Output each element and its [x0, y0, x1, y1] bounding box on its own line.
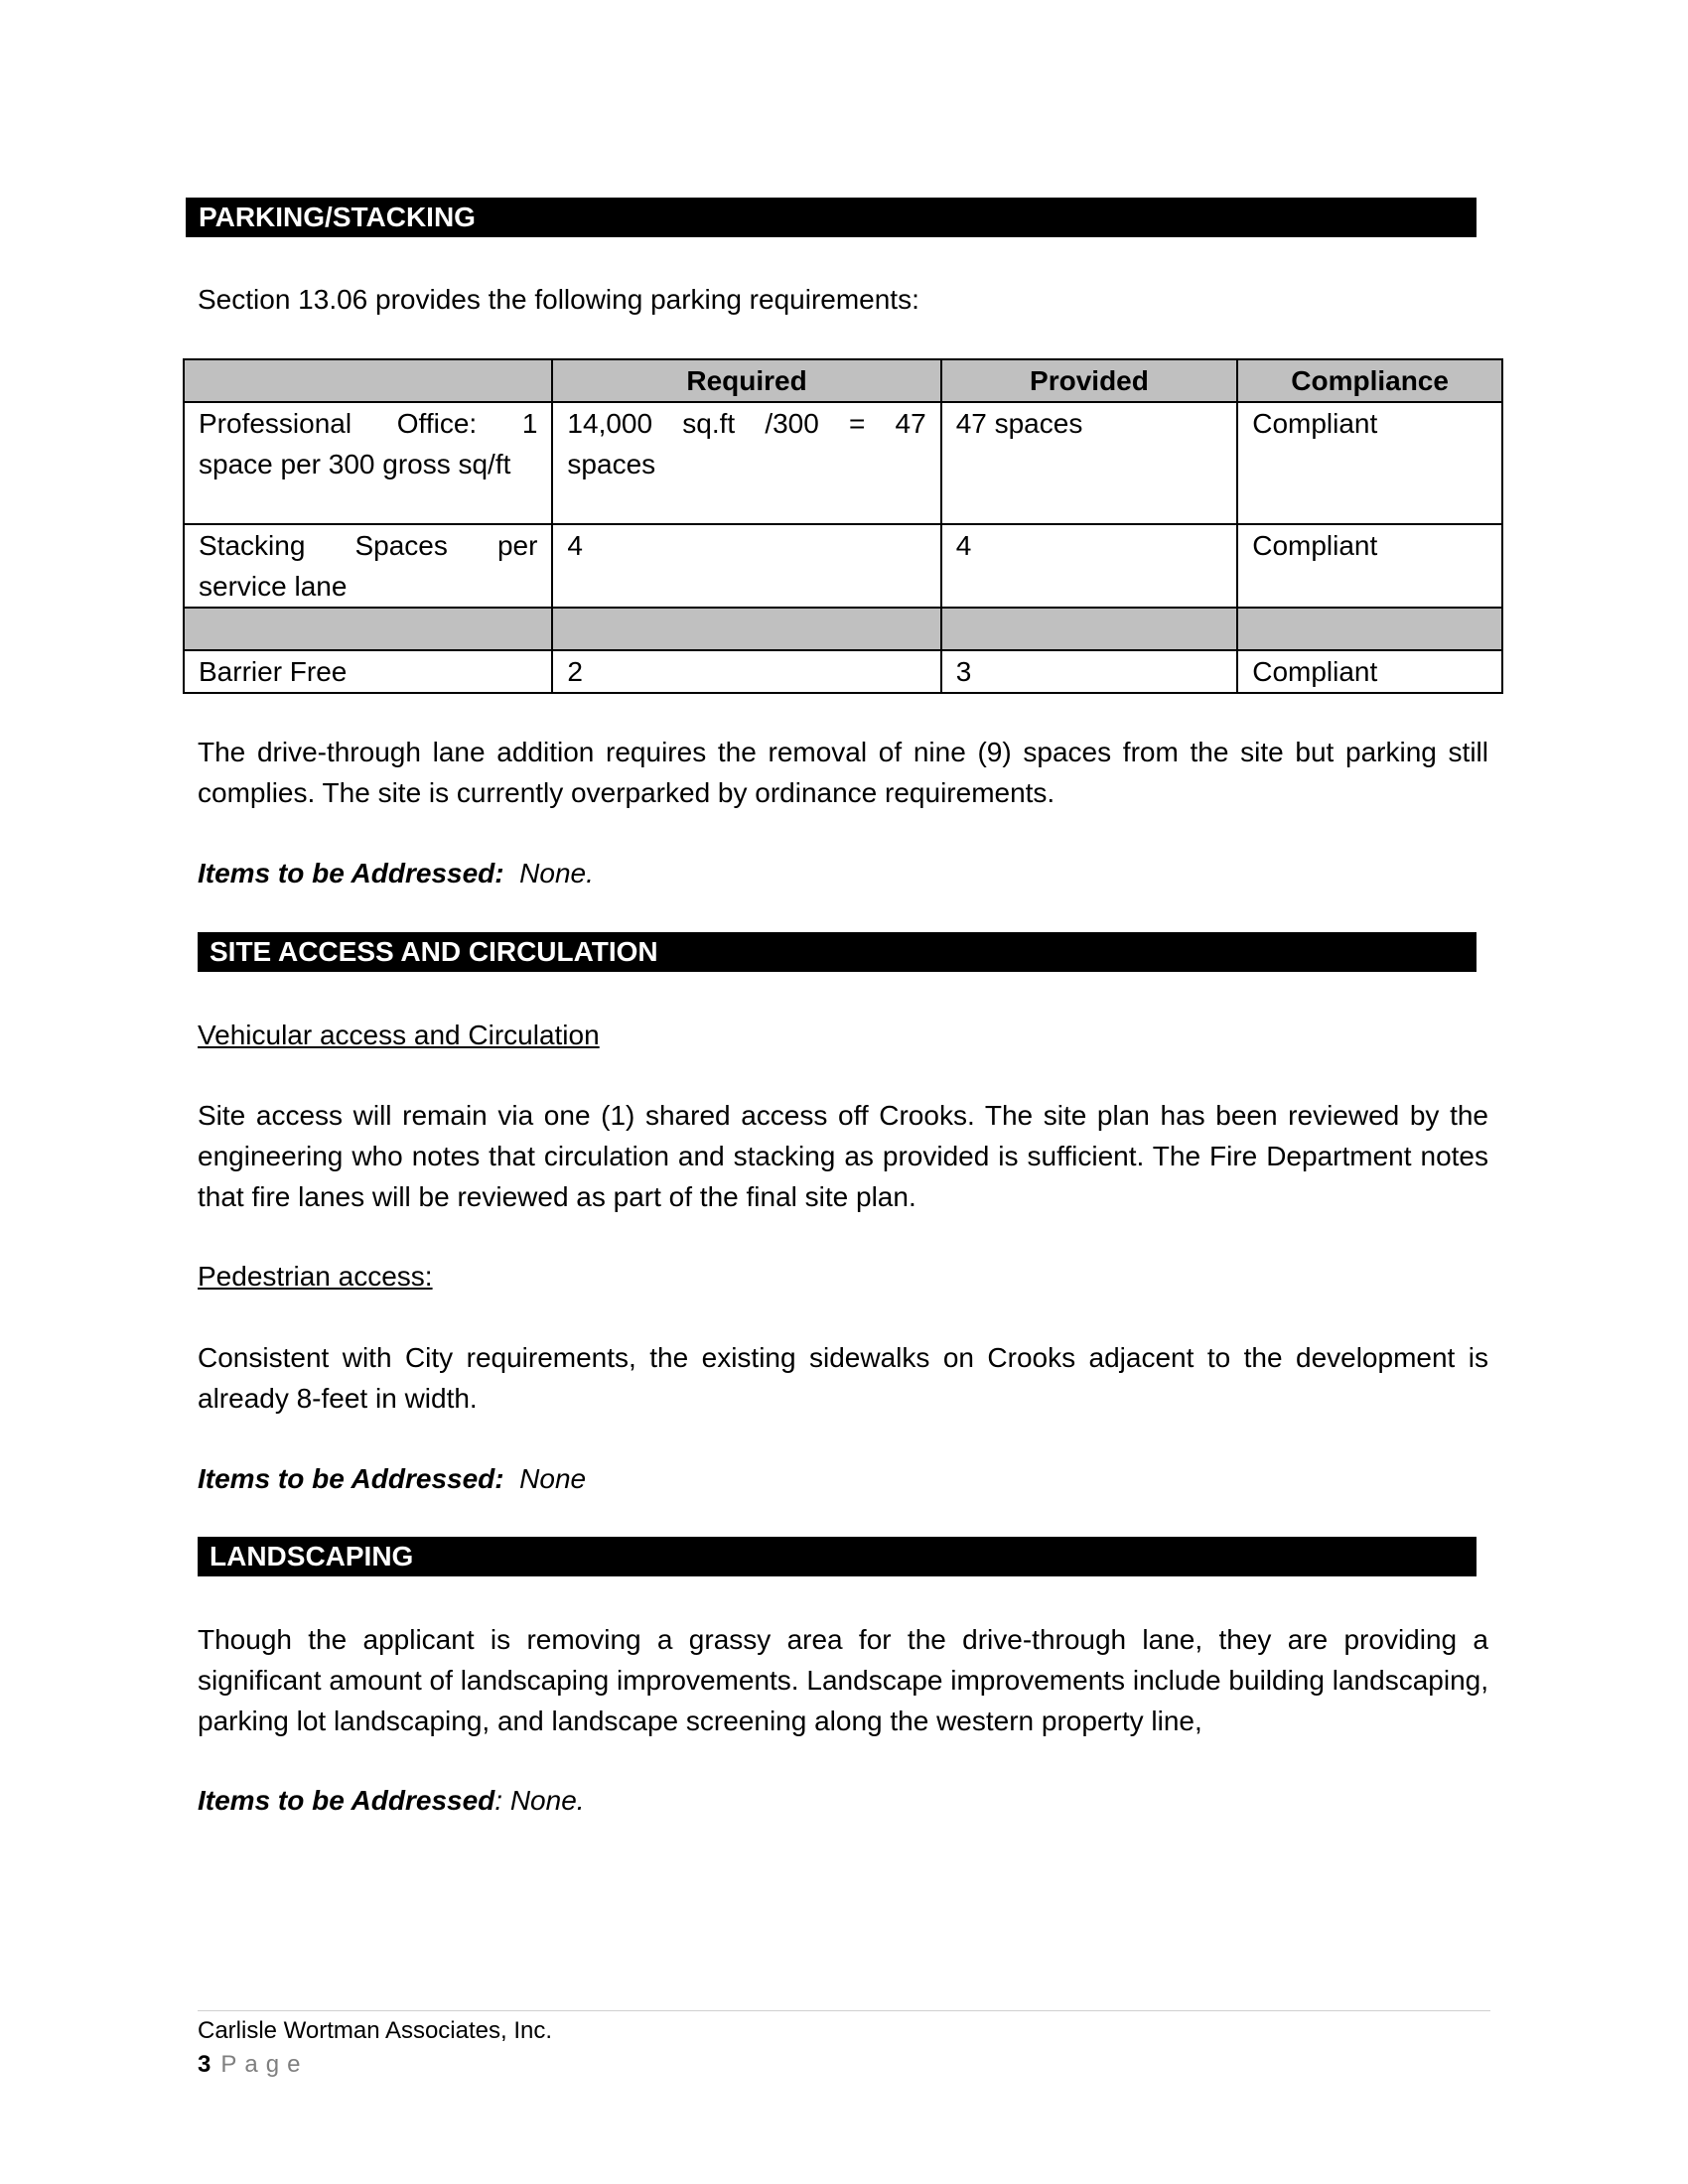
section-heading-landscaping: LANDSCAPING — [198, 1537, 1477, 1576]
table-cell: Barrier Free — [184, 650, 552, 693]
table-header-row — [184, 359, 1502, 402]
landscaping-body: Though the applicant is removing a grassy area for the drive-through lane, they are providing a significant amount of landscaping improvements. Landscape improvements include building landscaping, parking lot landscaping, and landscape screening along the western property line, — [198, 1624, 1488, 1736]
parking-requirements-table — [183, 358, 1503, 694]
table-cell: Compliant — [1237, 524, 1502, 608]
parking-intro: Section 13.06 provides the following parking requirements: — [198, 284, 919, 315]
parking-items-to-address — [198, 853, 1488, 893]
table-row-blank — [184, 608, 1502, 650]
footer-page-number — [198, 2049, 308, 2081]
pedestrian-subheading-text: Pedestrian access: — [198, 1261, 433, 1292]
items-value: : None. — [494, 1785, 585, 1816]
table-header-cell — [184, 359, 552, 402]
table-cell — [184, 608, 552, 650]
items-label: Items to be Addressed: — [198, 858, 504, 888]
table-header-provided: Provided — [941, 359, 1238, 402]
table-cell: Compliant — [1237, 402, 1502, 524]
parking-body: The drive-through lane addition requires the removal of nine (9) spaces from the site but parking still complies. The site is currently overparked by ordinance requirements. — [198, 737, 1488, 808]
table-cell — [552, 608, 940, 650]
table-cell: 2 — [552, 650, 940, 693]
table-cell — [941, 608, 1238, 650]
table-row — [184, 524, 1502, 608]
page-number: 3 — [198, 2051, 211, 2078]
table-header-compliance: Compliance — [1237, 359, 1502, 402]
landscaping-items-to-address — [198, 1780, 1488, 1821]
table-cell: 4 — [941, 524, 1238, 608]
table-header-required: Required — [552, 359, 940, 402]
table-cell: Compliant — [1237, 650, 1502, 693]
page-label: Page — [220, 2051, 309, 2078]
table-cell: 47 spaces — [941, 402, 1238, 524]
section-heading-parking: PARKING/STACKING — [186, 198, 1477, 237]
site-access-items-to-address — [198, 1458, 1488, 1499]
footer-divider — [198, 2010, 1490, 2011]
vehicular-body: Site access will remain via one (1) shared access off Crooks. The site plan has been reviewed by the engineering who notes that circulation and stacking as provided is sufficient. The Fire Department notes that fire lanes will be reviewed as part of the final site plan. — [198, 1100, 1488, 1212]
table-row — [184, 650, 1502, 693]
pedestrian-body: Consistent with City requirements, the existing sidewalks on Crooks adjacent to the development is already 8-feet in width. — [198, 1342, 1488, 1414]
section-heading-site-access: SITE ACCESS AND CIRCULATION — [198, 932, 1477, 972]
table-cell: 14,000 sq.ft /300 = 47 spaces — [552, 402, 940, 524]
items-label: Items to be Addressed — [198, 1785, 495, 1816]
table-row — [184, 402, 1502, 524]
table-cell: Professional Office: 1 space per 300 gross sq/ft — [184, 402, 552, 524]
pedestrian-subheading — [198, 1256, 1488, 1297]
items-value: None. — [519, 858, 594, 888]
footer-company: Carlisle Wortman Associates, Inc. — [198, 2017, 553, 2044]
table-cell — [1237, 608, 1502, 650]
vehicular-subheading — [198, 1015, 1488, 1055]
vehicular-subheading-text: Vehicular access and Circulation — [198, 1020, 600, 1050]
items-label: Items to be Addressed: — [198, 1463, 504, 1494]
table-cell: 3 — [941, 650, 1238, 693]
items-value: None — [519, 1463, 587, 1494]
table-cell: Stacking Spaces per service lane — [184, 524, 552, 608]
table-cell: 4 — [552, 524, 940, 608]
